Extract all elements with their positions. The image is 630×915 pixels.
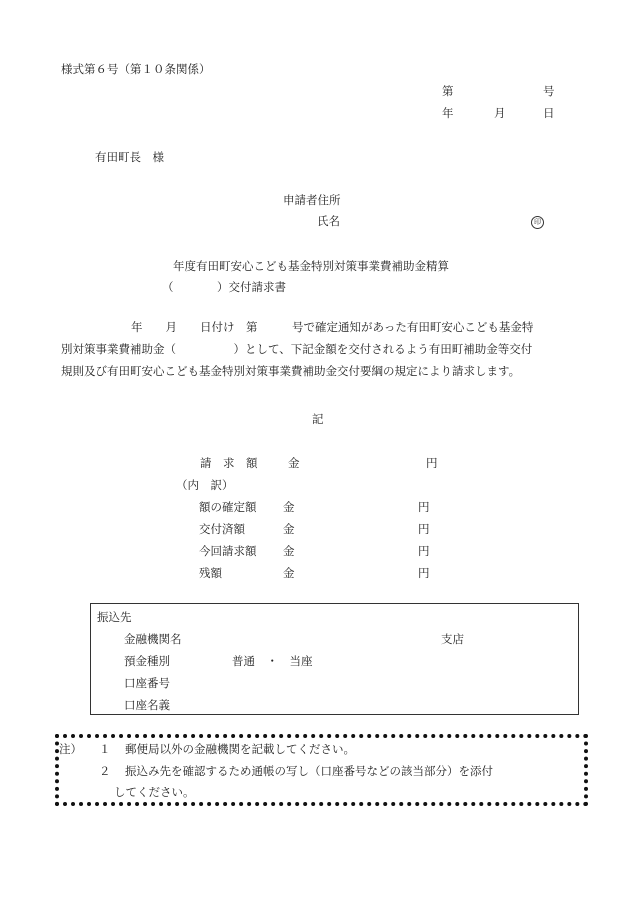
bank-box-title: 振込先 bbox=[97, 610, 132, 624]
item-paid-amount: 交付済額 bbox=[199, 522, 245, 536]
item-paid-yen: 円 bbox=[418, 522, 430, 536]
body-line3: 規則及び有田町安心こども基金特別対策事業費補助金交付要綱の規定により請求します。 bbox=[61, 364, 521, 378]
body-line1: 年 月 日付け 第 号で確定通知があった有田町安心こども基金特 bbox=[131, 320, 534, 334]
account-number-label: 口座番号 bbox=[124, 676, 170, 690]
body-line2: 別対策事業費補助金（ ）として、下記金額を交付されるよう有田町補助金等交付 bbox=[61, 342, 533, 356]
seal-icon: 印 bbox=[531, 216, 544, 229]
date-year: 年 bbox=[442, 106, 454, 120]
item-confirmed-kin: 金 bbox=[283, 500, 295, 514]
addressee: 有田町長 様 bbox=[95, 150, 164, 164]
ki-marker: 記 bbox=[312, 412, 324, 426]
deposit-type-options: 普通 ・ 当座 bbox=[232, 654, 313, 668]
title-paren-open: （ bbox=[162, 280, 174, 294]
form-id: 様式第６号（第１０条関係） bbox=[61, 62, 211, 76]
applicant-address-label: 申請者住所 bbox=[283, 193, 341, 207]
item-balance-kin: 金 bbox=[283, 566, 295, 580]
request-amount-kin: 金 bbox=[288, 456, 300, 470]
note2-continuation: してください。 bbox=[114, 785, 195, 799]
item-current-request: 今回請求額 bbox=[199, 544, 257, 558]
date-day: 日 bbox=[543, 106, 555, 120]
item-current-kin: 金 bbox=[283, 544, 295, 558]
date-month: 月 bbox=[494, 106, 506, 120]
doc-number-dai: 第 bbox=[442, 84, 454, 98]
branch-label: 支店 bbox=[441, 632, 464, 646]
request-amount-yen: 円 bbox=[426, 456, 438, 470]
item-current-yen: 円 bbox=[418, 544, 430, 558]
institution-label: 金融機関名 bbox=[124, 632, 182, 646]
bank-transfer-box bbox=[90, 603, 579, 715]
seal-mark bbox=[531, 215, 544, 229]
note2-number: ２ bbox=[99, 764, 111, 778]
note1-number: １ bbox=[99, 742, 111, 756]
note2-text: 振込み先を確認するため通帳の写し（口座番号などの該当部分）を添付 bbox=[125, 764, 493, 778]
account-name-label: 口座名義 bbox=[124, 698, 170, 712]
item-confirmed-yen: 円 bbox=[418, 500, 430, 514]
breakdown-label: （内 訳） bbox=[176, 478, 234, 492]
title-line2: ）交付請求書 bbox=[217, 280, 286, 294]
title-line1: 年度有田町安心こども基金特別対策事業費補助金精算 bbox=[173, 259, 449, 273]
body-paragraph bbox=[61, 316, 581, 382]
deposit-type-label: 預金種別 bbox=[124, 654, 170, 668]
item-balance: 残額 bbox=[199, 566, 222, 580]
applicant-name-label: 氏名 bbox=[317, 214, 340, 228]
item-confirmed-amount: 額の確定額 bbox=[199, 500, 257, 514]
item-balance-yen: 円 bbox=[418, 566, 430, 580]
doc-number-go: 号 bbox=[543, 84, 555, 98]
notes-prefix: 注） bbox=[59, 742, 82, 756]
item-paid-kin: 金 bbox=[283, 522, 295, 536]
note1-text: 郵便局以外の金融機関を記載してください。 bbox=[125, 742, 355, 756]
notes-box bbox=[55, 734, 588, 806]
request-amount-label: 請 求 額 bbox=[200, 456, 258, 470]
